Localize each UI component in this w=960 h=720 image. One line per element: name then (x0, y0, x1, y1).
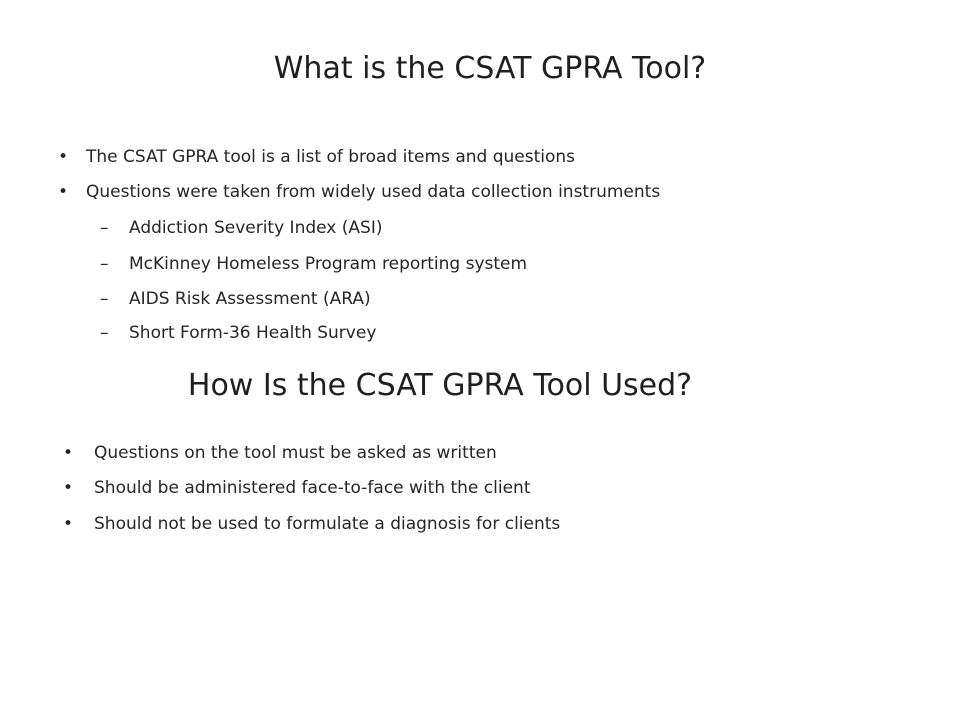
bullet-icon: • (58, 147, 69, 167)
sub-item-text: Addiction Severity Index (ASI) (129, 218, 383, 238)
dash-icon: – (100, 254, 109, 274)
section2-title: How Is the CSAT GPRA Tool Used? (187, 368, 693, 403)
bullet-icon: • (63, 478, 74, 498)
sub-item-text: Short Form-36 Health Survey (129, 323, 377, 343)
dash-icon: – (100, 289, 109, 309)
bullet-text: Questions were taken from widely used data collection instruments (86, 182, 661, 202)
dash-icon: – (100, 218, 109, 238)
bullet-text: The CSAT GPRA tool is a list of broad items and questions (86, 147, 576, 167)
sub-item-text: McKinney Homeless Program reporting system (129, 254, 528, 274)
bullet-text: Should be administered face-to-face with the client (94, 478, 531, 498)
bullet-text: Should not be used to formulate a diagnosis for clients (94, 514, 561, 534)
bullet-text: Questions on the tool must be asked as written (94, 443, 497, 463)
bullet-icon: • (58, 182, 69, 202)
section1-title: What is the CSAT GPRA Tool? (273, 51, 707, 86)
bullet-icon: • (63, 443, 74, 463)
dash-icon: – (100, 323, 109, 343)
bullet-icon: • (63, 514, 74, 534)
sub-item-text: AIDS Risk Assessment (ARA) (129, 289, 371, 309)
